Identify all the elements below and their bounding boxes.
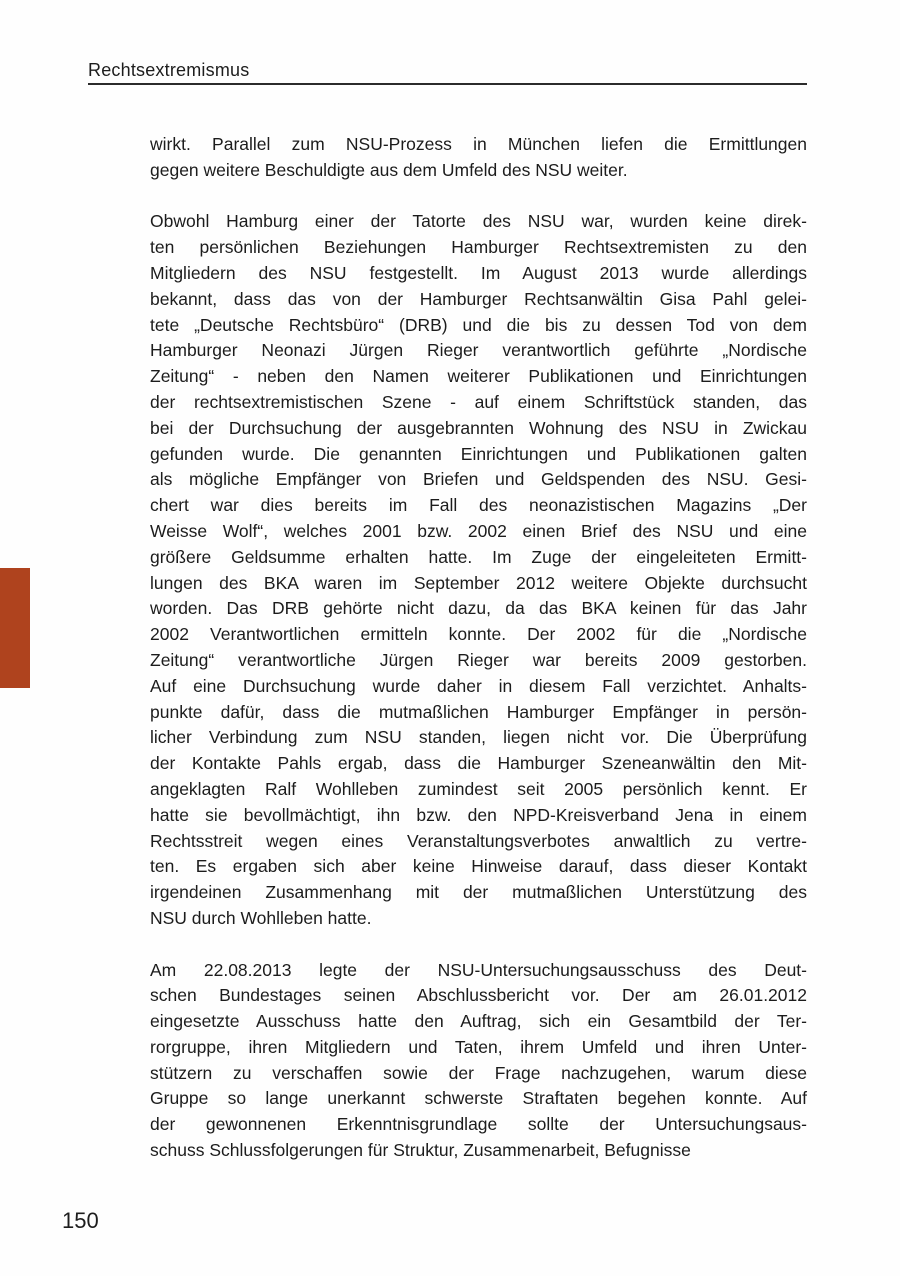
text-line: 2002 Verantwortlichen ermitteln konnte. Der 2002 für die „Nordische — [150, 624, 807, 645]
text-line: Am 22.08.2013 legte der NSU-Untersuchungsausschuss des Deut- — [150, 959, 807, 980]
paragraph — [150, 132, 807, 184]
header-rule — [88, 83, 807, 85]
text-line: Obwohl Hamburg einer der Tatorte des NSU war, wurden keine direk- — [150, 211, 807, 232]
text-line: eingesetzte Ausschuss hatte den Auftrag, sich ein Gesamtbild der Ter- — [150, 1011, 807, 1032]
text-line: Zeitung“ verantwortliche Jürgen Rieger war bereits 2009 gestorben. — [150, 649, 807, 670]
margin-marker — [0, 568, 30, 688]
paragraph — [150, 209, 807, 931]
page-number: 150 — [62, 1208, 99, 1233]
text-line: hatte sie bevollmächtigt, ihn bzw. den NPD-Kreisverband Jena in einem — [150, 804, 807, 825]
text-line: gefunden wurde. Die genannten Einrichtungen und Publikationen galten — [150, 443, 807, 464]
section-header-label: Rechtsextremismus — [88, 60, 250, 80]
text-line: chert war dies bereits im Fall des neonazistischen Magazins „Der — [150, 495, 807, 516]
text-line: der gewonnenen Erkenntnisgrundlage sollte der Untersuchungsaus- — [150, 1114, 807, 1135]
paragraph — [150, 958, 807, 1164]
text-line: schuss Schlussfolgerungen für Struktur, Zusammenarbeit, Befugnisse — [150, 1140, 691, 1161]
text-line: bekannt, dass das von der Hamburger Rechtsanwältin Gisa Pahl gelei- — [150, 288, 807, 309]
text-line: bei der Durchsuchung der ausgebrannten Wohnung des NSU in Zwickau — [150, 417, 807, 438]
text-line: ten persönlichen Beziehungen Hamburger Rechtsextremisten zu den — [150, 237, 807, 258]
text-line: Auf eine Durchsuchung wurde daher in diesem Fall verzichtet. Anhalts- — [150, 675, 807, 696]
text-line: Gruppe so lange unerkannt schwerste Straftaten begehen konnte. Auf — [150, 1088, 807, 1109]
text-line: NSU durch Wohlleben hatte. — [150, 907, 372, 928]
text-line: wirkt. Parallel zum NSU-Prozess in München liefen die Ermittlungen — [150, 134, 807, 154]
text-line: Zeitung“ - neben den Namen weiterer Publikationen und Einrichtungen — [150, 366, 807, 387]
text-line: lungen des BKA waren im September 2012 weitere Objekte durchsucht — [150, 572, 807, 593]
text-line: licher Verbindung zum NSU standen, liegen nicht vor. Die Überprüfung — [150, 727, 807, 748]
text-line: schen Bundestages seinen Abschlussbericht vor. Der am 26.01.2012 — [150, 985, 807, 1006]
text-line: Rechtsstreit wegen eines Veranstaltungsverbotes anwaltlich zu vertre- — [150, 830, 807, 851]
text-line: ten. Es ergaben sich aber keine Hinweise darauf, dass dieser Kontakt — [150, 856, 807, 877]
text-line: tete „Deutsche Rechtsbüro“ (DRB) und die bis zu dessen Tod von dem — [150, 314, 807, 335]
text-line: Mitgliedern des NSU festgestellt. Im August 2013 wurde allerdings — [150, 262, 807, 283]
text-line: gegen weitere Beschuldigte aus dem Umfeld des NSU weiter. — [150, 159, 628, 180]
text-line: rorgruppe, ihren Mitgliedern und Taten, ihrem Umfeld und ihren Unter- — [150, 1036, 807, 1057]
text-line: angeklagten Ralf Wohlleben zumindest seit 2005 persönlich kennt. Er — [150, 778, 807, 799]
text-line: punkte dafür, dass die mutmaßlichen Hamburger Empfänger in persön- — [150, 701, 807, 722]
text-line: Hamburger Neonazi Jürgen Rieger verantwortlich geführte „Nordische — [150, 340, 807, 361]
text-line: worden. Das DRB gehörte nicht dazu, da das BKA keinen für das Jahr — [150, 598, 807, 619]
text-line: als mögliche Empfänger von Briefen und Geldspenden des NSU. Gesi- — [150, 469, 807, 490]
text-line: größere Geldsumme erhalten hatte. Im Zuge der eingeleiteten Ermitt- — [150, 546, 807, 567]
text-line: der Kontakte Pahls ergab, dass die Hamburger Szeneanwältin den Mit- — [150, 753, 807, 774]
text-line: irgendeinen Zusammenhang mit der mutmaßlichen Unterstützung des — [150, 882, 807, 903]
body-text — [150, 132, 807, 1190]
text-line: der rechtsextremistischen Szene - auf einem Schriftstück standen, das — [150, 391, 807, 412]
text-line: Weisse Wolf“, welches 2001 bzw. 2002 einen Brief des NSU und eine — [150, 520, 807, 541]
text-line: stützern zu verschaffen sowie der Frage nachzugehen, warum diese — [150, 1062, 807, 1083]
